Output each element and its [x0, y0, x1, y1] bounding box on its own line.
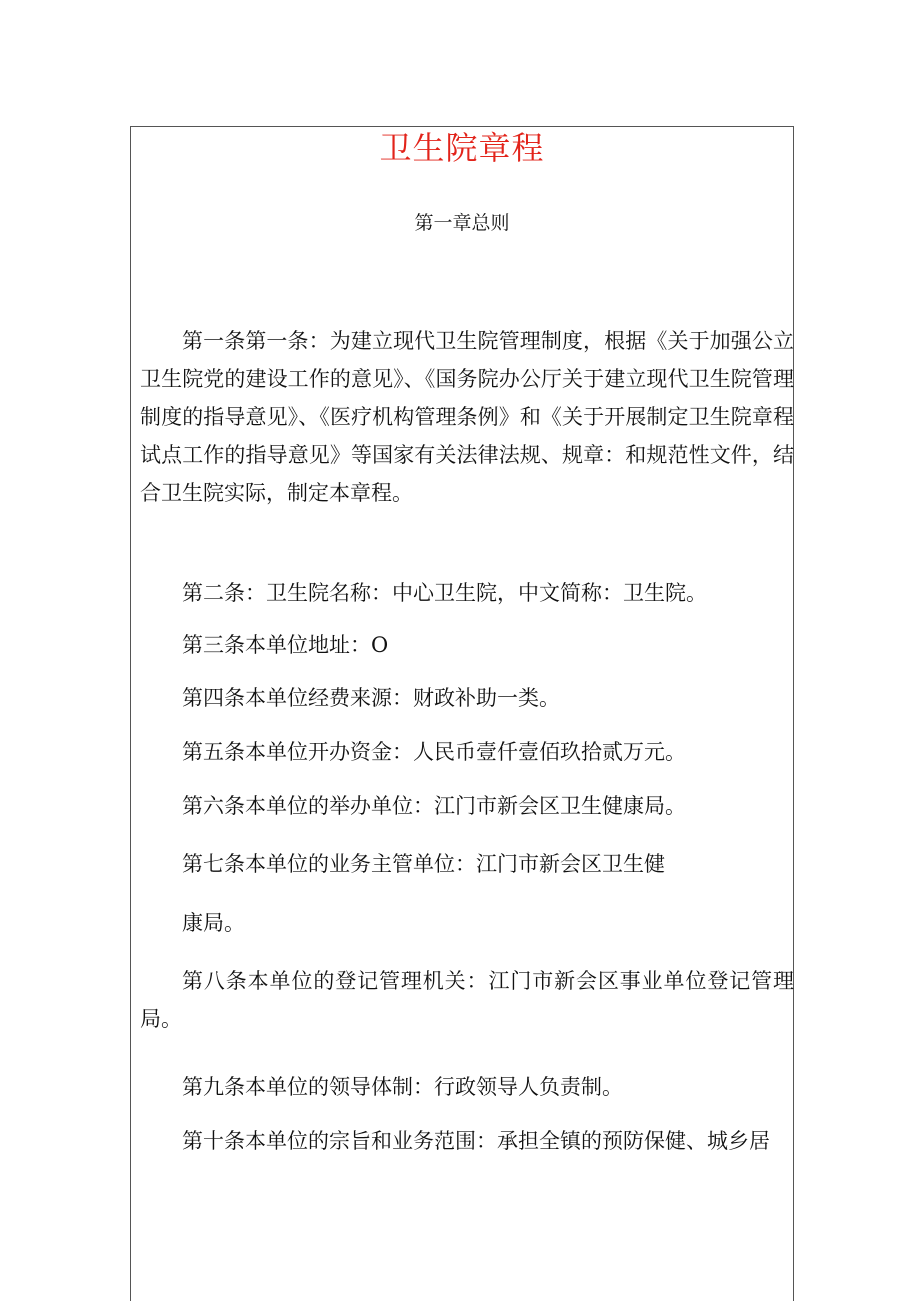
article-6: 第六条本单位的举办单位：江门市新会区卫生健康局。 [182, 794, 686, 818]
article-1: 第一条第一条：为建立现代卫生院管理制度，根据《关于加强公立卫生院党的建设工作的意见》、《国务院办公厅关于建立现代卫生院管理制度的指导意见》、《医疗机构管理条例》和《关于开展制定卫生院章程试点工作的指导意见》等国家有关法律法规、规章：和规范性文件，结合卫生院实际，制定本章程。 [140, 329, 794, 505]
article-2: 第二条：卫生院名称：中心卫生院，中文简称：卫生院。 [182, 581, 707, 605]
article-8: 第八条本单位的登记管理机关：江门市新会区事业单位登记管理局。 [140, 969, 794, 1031]
article-9: 第九条本单位的领导体制：行政领导人负责制。 [182, 1075, 623, 1099]
article-5: 第五条本单位开办资金：人民币壹仟壹佰玖拾贰万元。 [182, 740, 686, 764]
article-10: 第十条本单位的宗旨和业务范围：承担全镇的预防保健、城乡居 [182, 1129, 770, 1153]
article-4: 第四条本单位经费来源：财政补助一类。 [182, 686, 560, 710]
article-3: 第三条本单位地址：O [182, 633, 389, 657]
article-7: 第七条本单位的业务主管单位：江门市新会区卫生健 [182, 852, 665, 876]
document-title: 卫生院章程 [379, 129, 545, 167]
chapter-heading: 第一章总则 [414, 212, 510, 234]
article-7-continuation: 康局。 [182, 911, 245, 935]
